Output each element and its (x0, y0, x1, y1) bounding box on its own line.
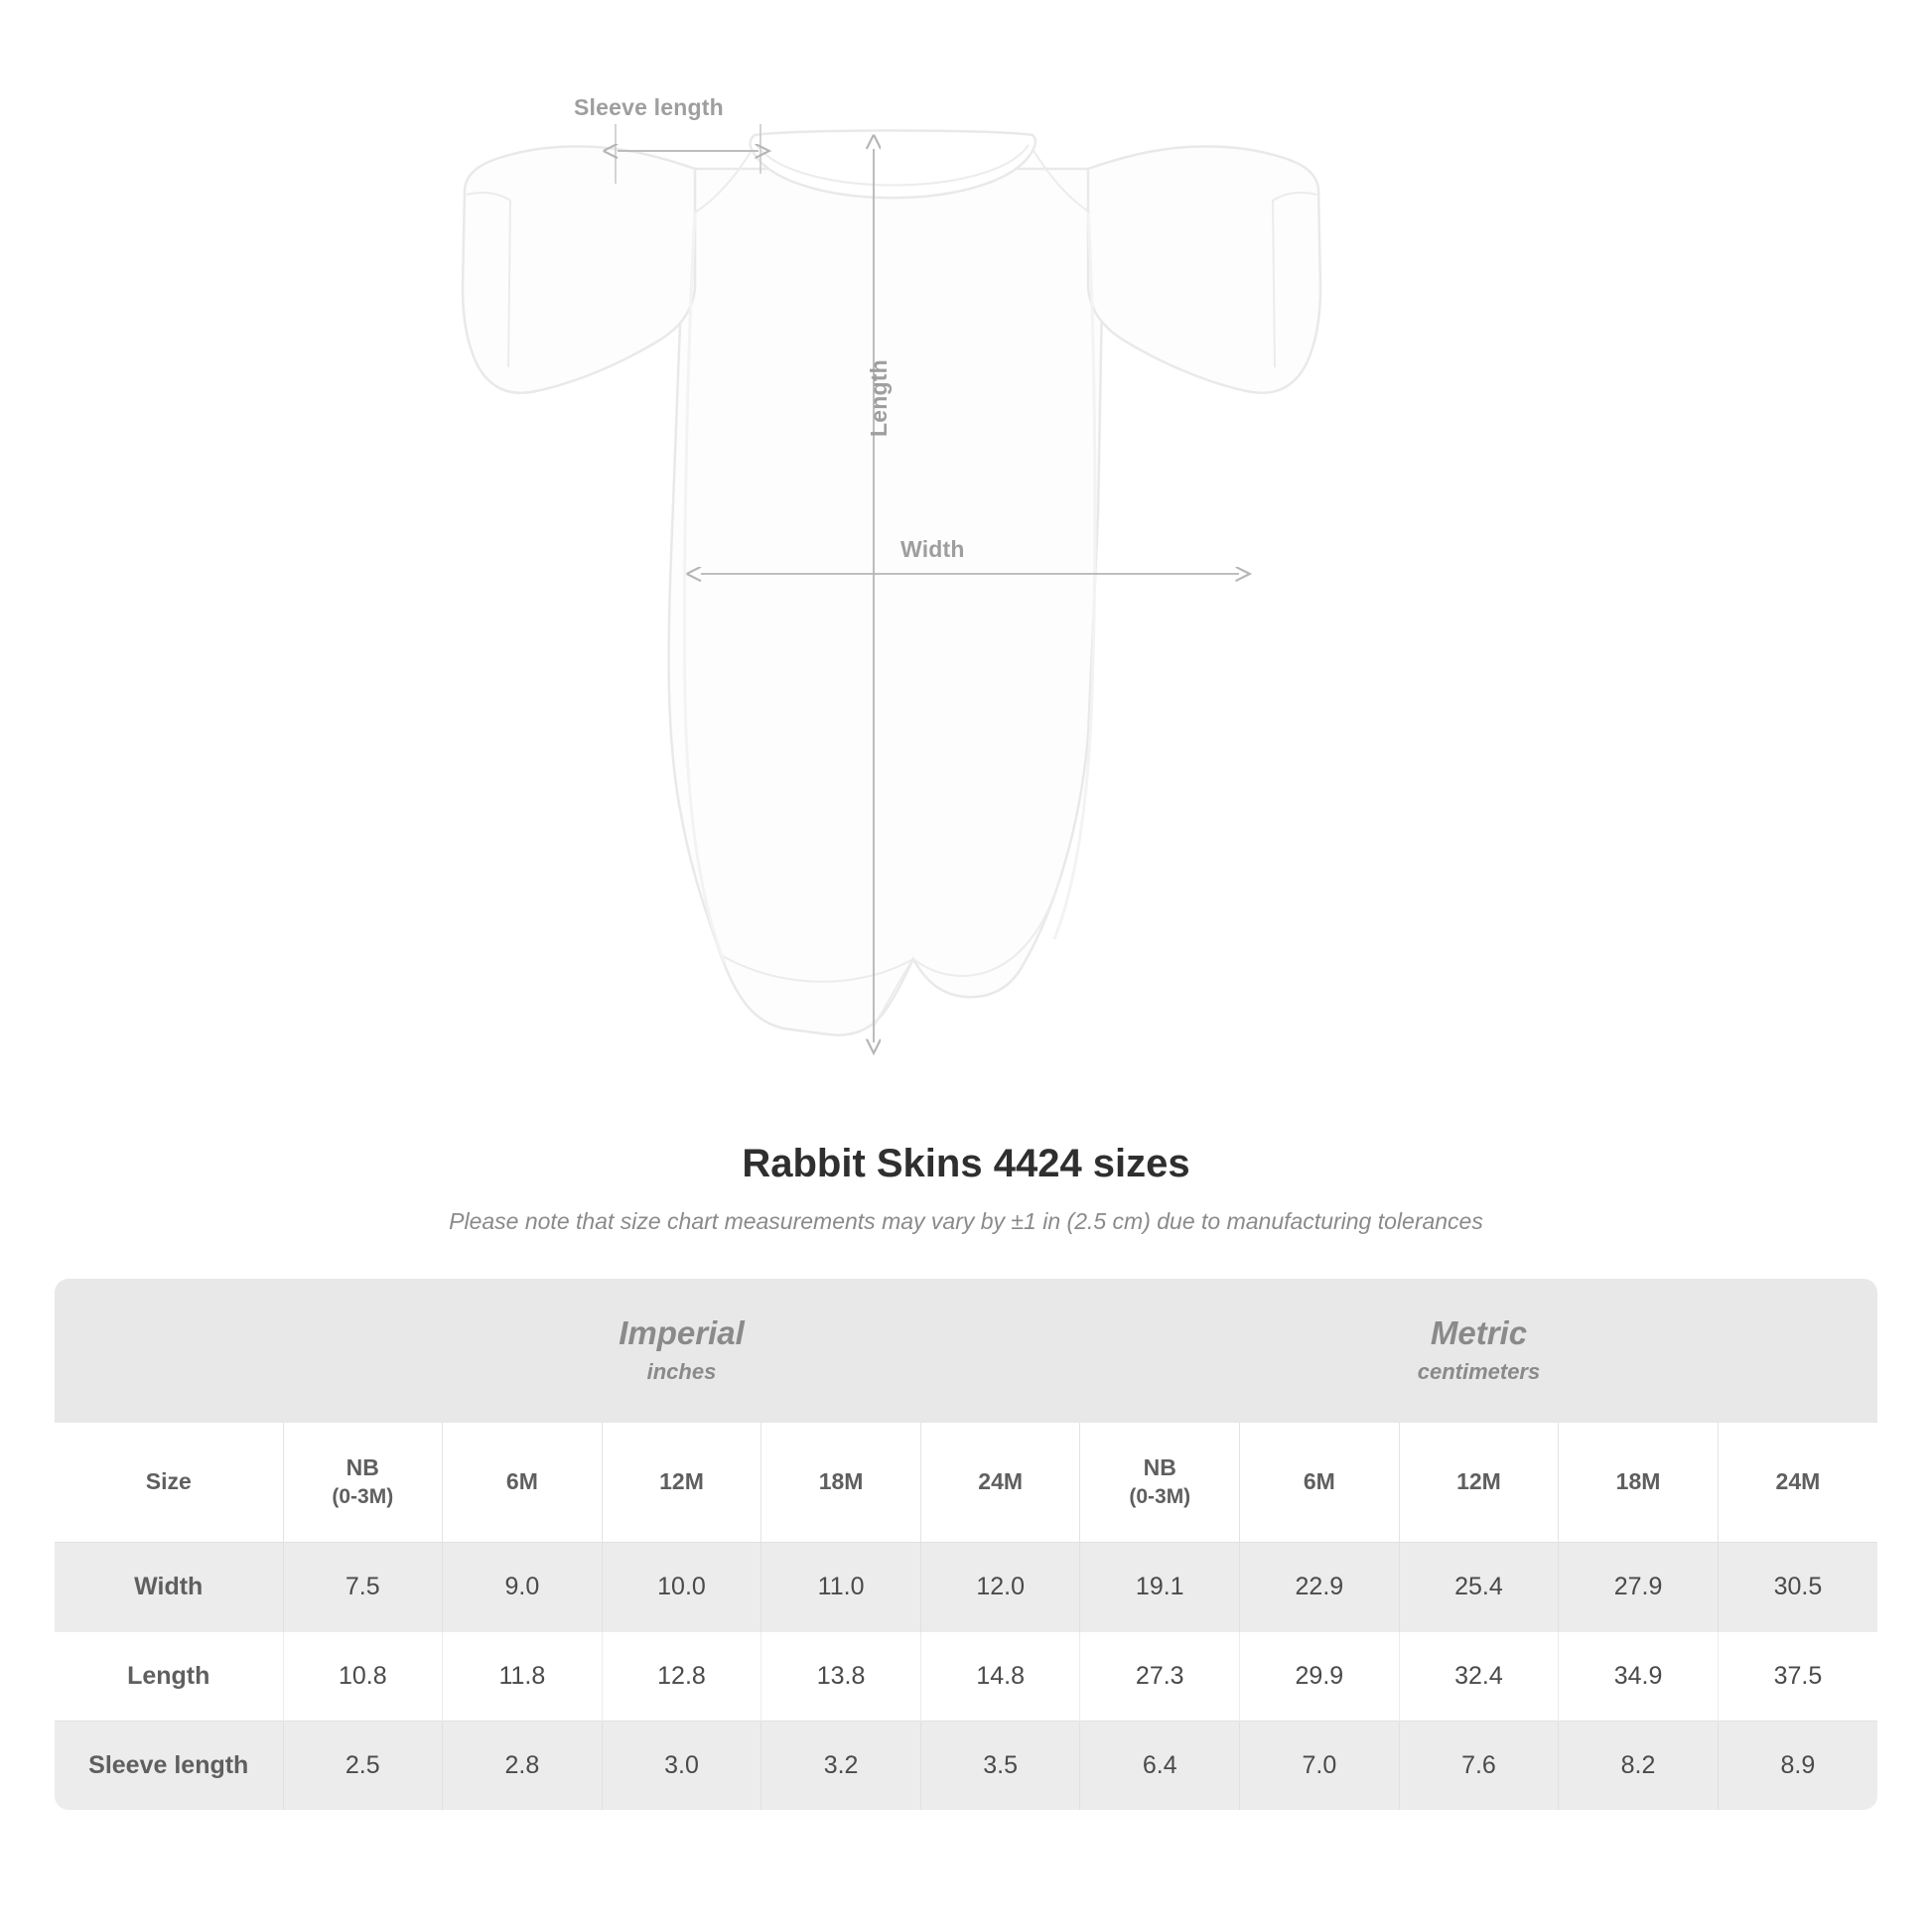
size-table-wrapper (55, 1279, 1877, 1810)
cell-length-8: 34.9 (1559, 1631, 1719, 1721)
unit-group-metric-name: Metric (1430, 1314, 1528, 1351)
cell-sleeve-0: 2.5 (283, 1721, 443, 1810)
table-row (55, 1721, 1877, 1810)
cell-width-5: 19.1 (1080, 1542, 1240, 1631)
header-col-9: 24M (1718, 1423, 1877, 1542)
header-col-5-label: NB (1143, 1454, 1176, 1481)
cell-sleeve-9: 8.9 (1718, 1721, 1877, 1810)
length-label: Length (866, 359, 892, 437)
cell-sleeve-6: 7.0 (1240, 1721, 1400, 1810)
column-header-row (55, 1423, 1877, 1542)
cell-length-3: 13.8 (761, 1631, 921, 1721)
cell-width-8: 27.9 (1559, 1542, 1719, 1631)
header-col-6: 6M (1240, 1423, 1400, 1542)
cell-length-5: 27.3 (1080, 1631, 1240, 1721)
header-col-2: 12M (602, 1423, 761, 1542)
unit-group-metric-sub: centimeters (1417, 1359, 1541, 1385)
header-col-8: 18M (1559, 1423, 1719, 1542)
unit-group-imperial-sub: inches (646, 1359, 717, 1385)
cell-length-4: 14.8 (920, 1631, 1080, 1721)
table-row (55, 1631, 1877, 1721)
cell-length-0: 10.8 (283, 1631, 443, 1721)
cell-length-1: 11.8 (443, 1631, 603, 1721)
cell-width-1: 9.0 (443, 1542, 603, 1631)
cell-sleeve-5: 6.4 (1080, 1721, 1240, 1810)
cell-width-6: 22.9 (1240, 1542, 1400, 1631)
cell-width-2: 10.0 (602, 1542, 761, 1631)
title-block (0, 1142, 1932, 1235)
row-label-length: Length (55, 1631, 283, 1721)
cell-width-4: 12.0 (920, 1542, 1080, 1631)
cell-sleeve-3: 3.2 (761, 1721, 921, 1810)
cell-width-9: 30.5 (1718, 1542, 1877, 1631)
header-col-7: 12M (1399, 1423, 1559, 1542)
header-col-0-label: NB (345, 1454, 379, 1481)
cell-sleeve-7: 7.6 (1399, 1721, 1559, 1810)
cell-sleeve-8: 8.2 (1559, 1721, 1719, 1810)
page-title: Rabbit Skins 4424 sizes (742, 1142, 1190, 1185)
unit-group-row (55, 1279, 1877, 1423)
header-col-4: 24M (920, 1423, 1080, 1542)
unit-group-spacer (55, 1279, 283, 1423)
cell-length-9: 37.5 (1718, 1631, 1877, 1721)
cell-length-7: 32.4 (1399, 1631, 1559, 1721)
header-col-0-sub: (0-3M) (332, 1485, 394, 1509)
cell-width-3: 11.0 (761, 1542, 921, 1631)
cell-width-7: 25.4 (1399, 1542, 1559, 1631)
cell-width-0: 7.5 (283, 1542, 443, 1631)
header-size: Size (55, 1423, 283, 1542)
cell-sleeve-4: 3.5 (920, 1721, 1080, 1810)
cell-sleeve-1: 2.8 (443, 1721, 603, 1810)
table-row (55, 1542, 1877, 1631)
bodysuit-body (463, 131, 1320, 1035)
header-col-0 (283, 1423, 443, 1542)
row-label-sleeve-length: Sleeve length (55, 1721, 283, 1810)
header-col-3: 18M (761, 1423, 921, 1542)
tolerance-note: Please note that size chart measurements may vary by ±1 in (2.5 cm) due to manufacturing tolerances (449, 1208, 1483, 1234)
row-label-width: Width (55, 1542, 283, 1631)
header-col-1: 6M (443, 1423, 603, 1542)
unit-group-imperial (283, 1279, 1080, 1423)
cell-length-2: 12.8 (602, 1631, 761, 1721)
header-col-5-sub: (0-3M) (1129, 1485, 1191, 1509)
size-chart-table (55, 1279, 1877, 1810)
unit-group-metric (1080, 1279, 1877, 1423)
width-label: Width (900, 536, 965, 562)
sleeve-length-label: Sleeve length (574, 94, 724, 120)
unit-group-imperial-name: Imperial (619, 1314, 745, 1351)
cell-sleeve-2: 3.0 (602, 1721, 761, 1810)
cell-length-6: 29.9 (1240, 1631, 1400, 1721)
header-col-5 (1080, 1423, 1240, 1542)
